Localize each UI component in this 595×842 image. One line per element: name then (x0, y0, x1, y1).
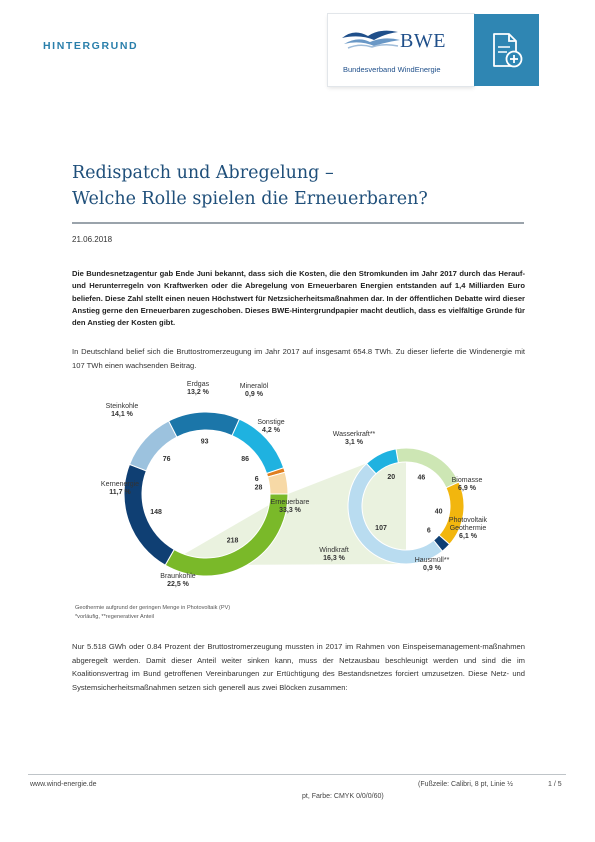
bird-wave-logo-icon (340, 24, 402, 50)
slice-value-label: 40 (434, 508, 443, 516)
logo-subtext: Bundesverband WindEnergie (343, 65, 441, 74)
slice-share-label: 16,3 % (323, 555, 345, 562)
slice-value-label: 76 (162, 456, 171, 464)
section-label: HINTERGRUND (43, 40, 139, 52)
slice-share-label: 4,2 % (262, 427, 280, 434)
lead-paragraph: Die Bundesnetzagentur gab Ende Juni bekannt, dass sich die Kosten, die den Stromkunden im Jahr 2017 durch das Herauf- und Herunterregeln von Kraftwerken oder die Abregelung von Erneuerbaren Energien entstanden auf 1,4 Milliarden Euro beliefen. Diese Zahl stellt einen neuen Höchstwert für Netzsicherheitsmaßnahmen dar. In der öffentlichen Debatte wird dieser Anstieg gerne den Erneuerbaren zugeschoben. Dieses BWE-Hintergrundpapier macht deutlich, dass es vielfältige Gründe für den Anstieg der Kosten gibt. (72, 269, 525, 328)
body-paragraph-2: Nur 5.518 GWh oder 0.84 Prozent der Bruttostromerzeugung mussten in 2017 im Rahmen von Einspeisemanagement-maßnahmen abgeregelt werden. Damit dieser Anteil weiter sinken kann, muss der Netzausbau beschleunigt werden und sind die im Koalitionsvertrag im Bund getroffenen Vereinbarungen zur Ertüchtigung des Bestandsnetzes forciert umzusetzen. Diese Netz- und Systemsicherheitsmaßnahmen setzen sich generell aus zwei Blöcken zusammen: (72, 642, 525, 692)
slice-steinkohle (169, 412, 240, 437)
footer-note-line-2: pt, Farbe: CMYK 0/0/0/60) (302, 793, 384, 800)
slice-category-label: Erneuerbare (270, 499, 310, 506)
slice-value-label: 218 (226, 537, 239, 545)
footer-note-line-1: (Fußzeile: Calibri, 8 pt, Linie ½ (418, 781, 513, 788)
slice-share-label: 13,2 % (187, 389, 209, 396)
logo-text: BWE (400, 30, 446, 52)
slice-kernenergie (130, 421, 177, 471)
slice-value-label: 6 (426, 527, 431, 535)
slice-category-label: Hausmüll** (414, 557, 450, 564)
slice-value-label: 6 (254, 475, 259, 483)
slice-share-label: 11,7 % (109, 489, 131, 496)
donut-charts-svg (72, 380, 532, 630)
slice-value-label: 20 (387, 473, 396, 481)
slice-share-label: 0,9 % (423, 565, 441, 572)
title-divider (72, 222, 524, 224)
document-add-icon (490, 32, 524, 70)
slice-value-label: 107 (375, 525, 387, 533)
slice-share-label: 3,1 % (345, 439, 363, 446)
slice-value-label: 148 (150, 509, 162, 517)
slice-category-label: Photovoltaik (448, 517, 488, 524)
slice-category-label: Sonstige (257, 419, 285, 426)
slice-category-label: Braunkohle (160, 573, 196, 580)
slice-braunkohle (124, 464, 174, 565)
slice-value-label: 46 (417, 474, 426, 482)
chart-note-2: *vorläufig, **regenerativer Anteil (75, 614, 154, 620)
title-line-2: Welche Rolle spielen die Erneuerbaren? (72, 189, 428, 209)
slice-category-label: Windkraft (319, 547, 349, 554)
footer-divider (28, 774, 566, 775)
body-paragraph-1: In Deutschland belief sich die Bruttostromerzeugung im Jahr 2017 auf insgesamt 654.8 TWh. Zu dieser lieferte die Windenergie mit 107 TWh einen wachsenden Beitrag. (72, 347, 525, 370)
slice-value-label: 28 (254, 484, 263, 492)
slice-category-label: Steinkohle (105, 403, 139, 410)
slice-share-label: 6,9 % (458, 485, 476, 492)
generation-mix-chart (72, 380, 532, 630)
slice-share-label: 14,1 % (111, 411, 133, 418)
slice-category-label: Erdgas (186, 381, 210, 388)
footer-url-link[interactable]: www.wind-energie.de (30, 781, 97, 788)
slice-value-label: 86 (241, 455, 250, 463)
chart-note-1: Geothermie aufgrund der geringen Menge in Photovoltaik (PV) (75, 605, 231, 611)
slice-category-label: Biomasse (451, 477, 483, 484)
slice-category-label: Kernenergie (100, 481, 140, 488)
slice-share-label: 33,3 % (279, 507, 301, 514)
slice-category-label: Mineralöl (239, 383, 269, 390)
document-add-button[interactable] (474, 14, 539, 86)
page-title (72, 160, 428, 212)
slice-share-label: 0,9 % (245, 391, 263, 398)
slice-share-label: 6,1 % (459, 533, 477, 540)
slice-category-label: Geothermie (449, 525, 487, 532)
publication-date: 21.06.2018 (72, 235, 113, 244)
title-line-1: Redispatch und Abregelung – (72, 163, 334, 183)
slice-value-label: 93 (200, 438, 209, 446)
slice-category-label: Wasserkraft** (332, 431, 376, 438)
page-number: 1 / 5 (548, 781, 562, 788)
slice-share-label: 22,5 % (167, 581, 189, 588)
